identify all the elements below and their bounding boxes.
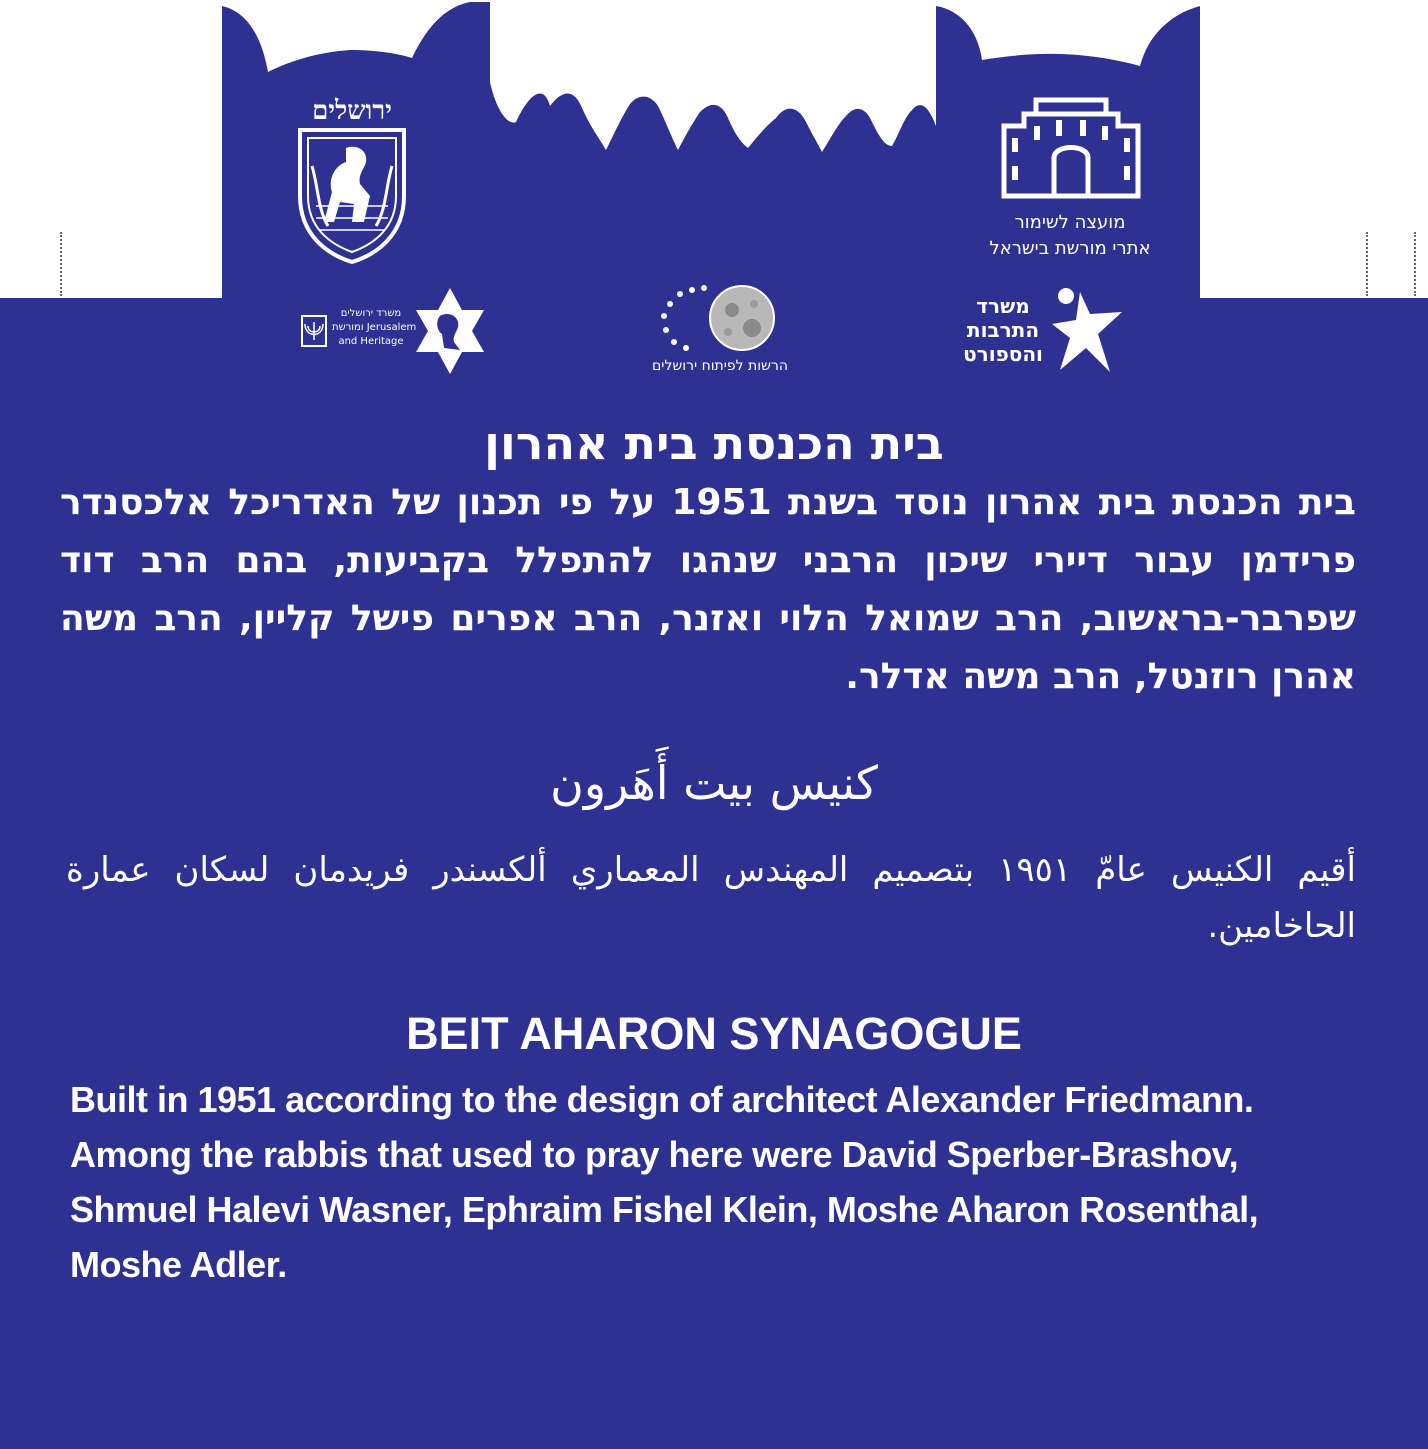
heritage-council-line2: אתרי מורשת בישראל — [989, 238, 1151, 259]
english-body — [70, 1072, 1370, 1292]
menorah-star-icon — [414, 286, 486, 376]
heritage-council-logo — [970, 96, 1170, 266]
english-line-4: Moshe Adler. — [70, 1244, 287, 1285]
english-line-2: Among the rabbis that used to pray here were David Sperber-Brashov, — [70, 1134, 1239, 1175]
arabic-body: أقيم الكنيس عامّ ١٩٥١ بتصميم المهندس المعماري ألكسندر فريدمان لسكان عمارة الحاخامين. — [66, 850, 1356, 946]
english-line-3: Shmuel Halevi Wasner, Ephraim Fishel Klein, Moshe Aharon Rosenthal, — [70, 1189, 1259, 1230]
hebrew-title: בית הכנסת בית אהרון — [484, 416, 944, 470]
ministry-culture-line1: משרד — [976, 294, 1030, 318]
moon-circle-icon — [656, 282, 806, 352]
development-authority-name: הרשות לפיתוח ירושלים — [651, 358, 789, 374]
ministry-culture-logo — [948, 284, 1128, 380]
ministry-culture-line2: התרבות — [966, 318, 1040, 342]
ministry-jerusalem-line2: ומורשת Jerusalem — [332, 322, 417, 333]
fold-mark-left — [60, 232, 64, 296]
heritage-council-line1: מועצה לשימור — [1014, 212, 1126, 233]
english-line-1: Built in 1951 according to the design of architect Alexander Friedmann. — [70, 1079, 1254, 1120]
heritage-building-icon — [996, 96, 1146, 200]
ministry-jerusalem-line1: משרד ירושלים — [340, 308, 402, 319]
state-emblem-icon — [300, 314, 328, 348]
hebrew-body: בית הכנסת בית אהרון נוסד בשנת 1951 על פי תכנון של האדריכל אלכסנדר פרידמן עבור דיירי שיכון הרבני שנהגו להתפלל בקביעות, בהם הרב דוד שפרבר-בראשוב, הרב שמואל הלוי ואזנר, הרב אפרים פישל קליין, הרב משה אהרן רוזנטל, הרב משה אדלר. — [60, 482, 1356, 697]
jerusalem-logo-name: ירושלים — [312, 96, 392, 126]
english-title: BEIT AHARON SYNAGOGUE — [406, 1008, 1022, 1059]
jerusalem-emblem-icon — [294, 126, 410, 266]
star-figure-icon — [1050, 284, 1124, 376]
arabic-title: كنيس بيت أَهَرون — [550, 756, 878, 810]
ministry-culture-line3: והספורט — [963, 342, 1043, 366]
development-authority-logo — [630, 280, 810, 380]
ministry-jerusalem-logo — [296, 286, 488, 378]
jerusalem-logo — [294, 96, 410, 266]
fold-mark-edge — [1414, 232, 1418, 296]
fold-mark-right — [1366, 232, 1370, 296]
ministry-jerusalem-line3: and Heritage — [338, 336, 404, 347]
